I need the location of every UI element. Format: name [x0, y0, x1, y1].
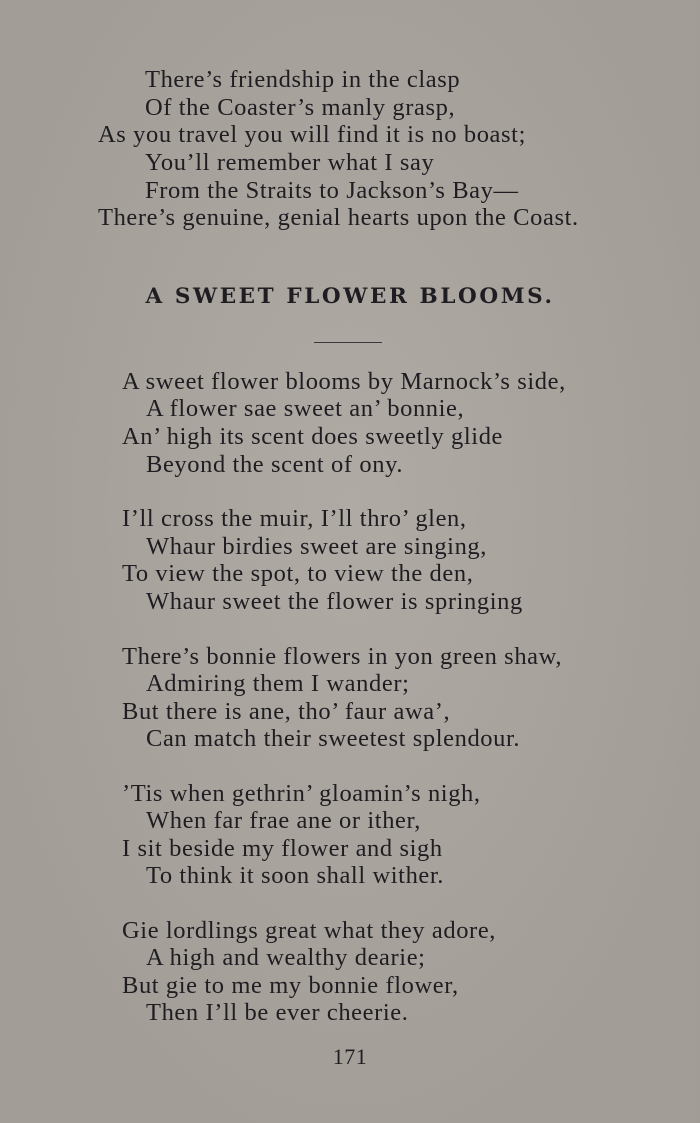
- verse-line: An’ high its scent does sweetly glide: [122, 423, 504, 450]
- verse-line: A high and wealthy dearie;: [146, 944, 426, 971]
- verse-line: As you travel you will find it is no boast;: [98, 121, 526, 148]
- verse-line: There’s bonnie flowers in yon green shaw,: [122, 643, 563, 670]
- verse-line: Beyond the scent of ony.: [146, 451, 404, 478]
- verse-line: But there is ane, tho’ faur awa’,: [122, 698, 451, 725]
- verse-line: Gie lordlings great what they adore,: [122, 917, 497, 944]
- verse-line: I sit beside my flower and sigh: [122, 835, 443, 862]
- verse-line: There’s friendship in the clasp: [145, 66, 461, 93]
- verse-line: ’Tis when gethrin’ gloamin’s nigh,: [122, 780, 481, 807]
- verse-line: From the Straits to Jackson’s Bay—: [145, 177, 519, 204]
- verse-line: Whaur sweet the flower is springing: [146, 588, 523, 615]
- verse-line: A sweet flower blooms by Marnock’s side,: [122, 368, 566, 395]
- verse-line: Whaur birdies sweet are singing,: [146, 533, 488, 560]
- verse-line: Can match their sweetest splendour.: [146, 725, 521, 752]
- verse-line: You’ll remember what I say: [145, 149, 435, 176]
- title-divider: [314, 342, 382, 343]
- verse-line: To view the spot, to view the den,: [122, 560, 474, 587]
- verse-line: Admiring them I wander;: [146, 670, 410, 697]
- verse-line: But gie to me my bonnie flower,: [122, 972, 459, 999]
- verse-line: I’ll cross the muir, I’ll thro’ glen,: [122, 505, 467, 532]
- verse-line: Of the Coaster’s manly grasp,: [145, 94, 456, 121]
- verse-line: Then I’ll be ever cheerie.: [146, 999, 409, 1026]
- verse-line: There’s genuine, genial hearts upon the Coast.: [98, 204, 579, 231]
- verse-line: A flower sae sweet an’ bonnie,: [146, 395, 465, 422]
- verse-line: To think it soon shall wither.: [146, 862, 445, 889]
- page-number: 171: [332, 1044, 368, 1069]
- poem-title: A SWEET FLOWER BLOOMS.: [145, 284, 555, 309]
- verse-line: When far frae ane or ither,: [146, 807, 422, 834]
